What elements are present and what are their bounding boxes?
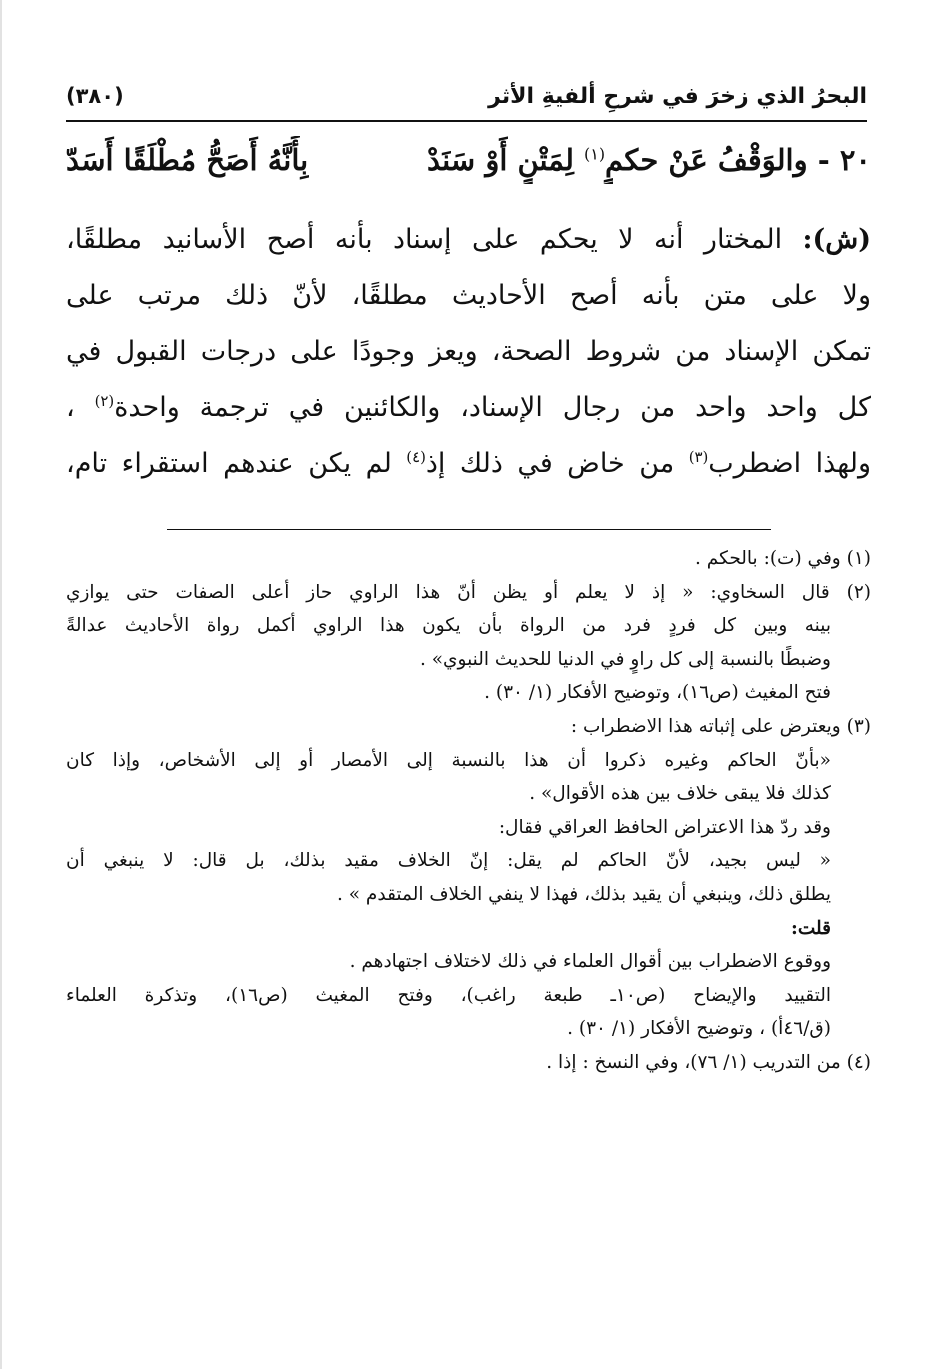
footnote-ref-1: (١) xyxy=(584,144,606,164)
verse-line xyxy=(66,136,871,184)
footnote-2-line: وضبطًا بالنسبة إلى كل راوٍ في الدنيا للحديث النبوي» . xyxy=(419,648,831,670)
footnote-ref-3: (٣) xyxy=(688,448,709,466)
commentary-line: ولهذا اضطرب$^{(٣)}$ من خاض في ذلك إذ$^{(٤)}$ لم يكن عندهم استقراء تام، xyxy=(66,448,871,479)
footnote-3-line: ووقوع الاضطراب بين أقوال العلماء في ذلك لاختلاف اجتهادهم . xyxy=(349,951,831,973)
book-title: البحرُ الذي زخرَ في شرحِ ألفيةِ الأثر xyxy=(488,84,867,109)
footnote-separator xyxy=(167,529,771,530)
page-number: (٣٨٠) xyxy=(66,84,124,108)
commentary-line: تمكن الإسناد من شروط الصحة، ويعز وجودًا على درجات القبول في xyxy=(66,336,871,367)
footnote-3-line: قلت: xyxy=(791,917,831,939)
footnote-3-line: يطلق ذلك، وينبغي أن يقيد بذلك، فهذا لا ينفي الخلاف المتقدم » . xyxy=(336,883,831,905)
commentary-line: ولا على متن بأنه أصح الأحاديث مطلقًا، لأنّ ذلك مرتب على xyxy=(66,280,871,311)
footnote-2-source: فتح المغيث (ص١٦)، وتوضيح الأفكار (١/ ٣٠) . xyxy=(484,682,831,704)
footnote-3-line: « ليس بجيد، لأنّ الحاكم لم يقل: إنّ الخلاف مقيد بذلك، بل قال: لا ينبغي أن xyxy=(66,850,831,872)
commentary-marker: (ش): xyxy=(802,224,871,255)
footnote-3-source: (ق/٤٦أ) ، وتوضيح الأفكار (١/ ٣٠) . xyxy=(567,1018,831,1040)
footnote-3-line: «بأنّ الحاكم وغيره ذكروا أن هذا بالنسبة إلى الأمصار أو إلى الأشخاص، وإذا كان xyxy=(66,749,831,771)
footnote-3-line: كذلك فلا يبقى خلاف بين هذه الأقوال» . xyxy=(529,783,831,805)
commentary-line: (ش): المختار أنه لا يحكم على إسناد بأنه أصح الأسانيد مطلقًا، xyxy=(66,224,871,255)
footnote-2-line: بينه وبين كل فردٍ فرد من الرواة بأن يكون هذا الراوي أكمل رواة الأحاديث عدالةً xyxy=(66,615,831,637)
footnotes xyxy=(66,542,871,1080)
footnote-ref-4: (٤) xyxy=(406,448,426,466)
footnote-3-line: (٣) ويعترض على إثباته هذا الاضطراب : xyxy=(570,715,871,737)
footnote-ref-2: (٢) xyxy=(94,392,115,410)
footnote-3-line: وقد ردّ هذا الاعتراض الحافظ العراقي فقال: xyxy=(498,816,831,838)
footnote-1: (١) وفي (ت): بالحكم . xyxy=(695,548,871,569)
verse-first-hemistich: ٢٠ - والوَقْفُ عَنْ حكمٍ$^{(١)}$ لِمَتْنٍ أَوْ سَنَدْ xyxy=(426,143,871,177)
commentary-line: كل واحد واحد من رجال الإسناد، والكائنين في ترجمة واحدة$^{(٢)}$ ، xyxy=(66,392,871,423)
footnote-3-source: التقييد والإيضاح (ص١٠ـ طبعة راغب)، وفتح المغيث (ص١٦)، وتذكرة العلماء xyxy=(66,984,831,1006)
verse-second-hemistich: بِأَنَّهُ أَصَحُّ مُطْلَقًا أَسَدّ xyxy=(66,143,309,177)
commentary-body xyxy=(66,212,871,492)
footnote-4: (٤) من التدريب (١/ ٧٦)، وفي النسخ : إذا . xyxy=(546,1051,871,1073)
footnote-2-line: (٢) قال السخاوي: « إذ لا يعلم أو يظن أنّ هذا الراوي حاز أعلى الصفات حتى يوازي xyxy=(66,581,871,603)
running-header xyxy=(66,80,867,122)
